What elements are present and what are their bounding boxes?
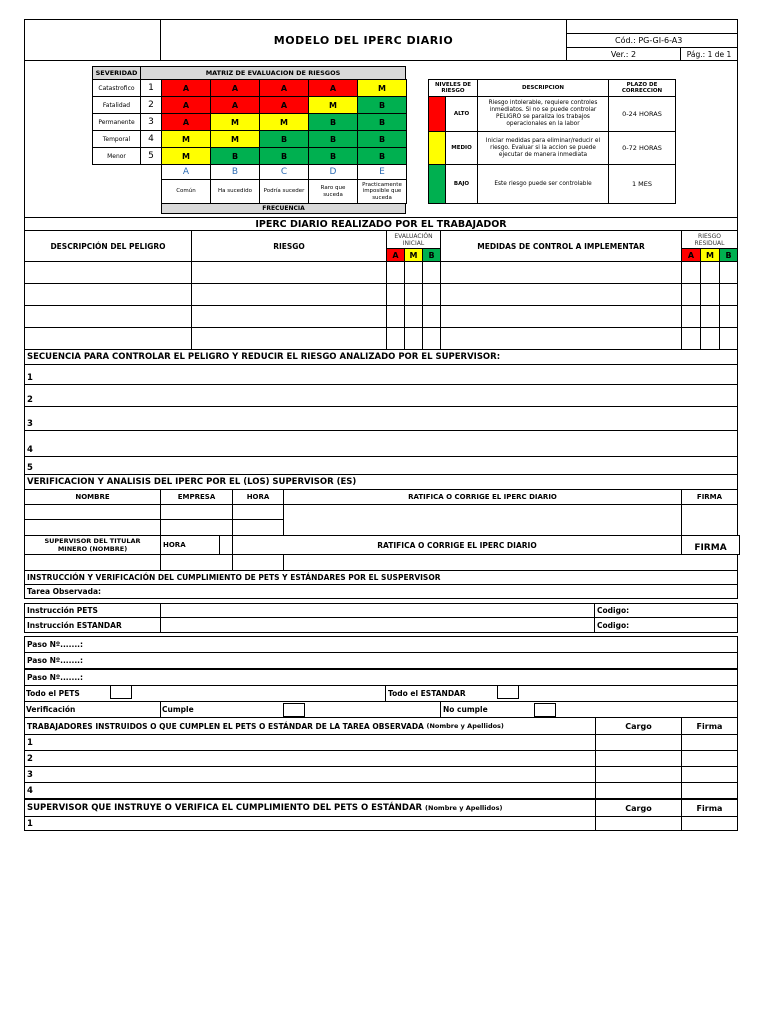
paso-item[interactable]: Paso Nº.......: <box>24 652 738 669</box>
iperc-cell-input[interactable] <box>700 261 720 284</box>
eval-a: A <box>386 248 405 262</box>
frequency-letter: D <box>308 164 358 180</box>
frequency-letter: E <box>357 164 407 180</box>
col-firma: FIRMA <box>681 489 738 505</box>
supervisor-row[interactable]: 1 <box>24 816 596 831</box>
iperc-cell-input[interactable] <box>24 283 192 306</box>
col-ratifica: RATIFICA O CORRIGE EL IPERC DIARIO <box>283 489 682 505</box>
risk-level-time: 1 MES <box>608 164 676 204</box>
severity-label: SEVERIDAD <box>92 66 141 80</box>
matrix-cell: B <box>210 147 260 165</box>
risk-level-time: 0-72 HORAS <box>608 131 676 165</box>
verif-empresa-input-2[interactable] <box>160 519 233 536</box>
residual-a: A <box>681 248 701 262</box>
supervisor-firma-header: Firma <box>681 799 738 817</box>
titular-empresa-input[interactable] <box>160 554 233 571</box>
secuencia-item[interactable]: 1 <box>24 364 738 385</box>
severity-number: 4 <box>140 130 162 148</box>
todo-pets-label: Todo el PETS <box>26 689 80 698</box>
severity-name: Menor <box>92 147 141 165</box>
paso-item[interactable]: Paso Nº.......: <box>24 636 738 653</box>
trabajador-row[interactable]: 1 <box>24 734 596 751</box>
iperc-cell-input[interactable] <box>700 305 720 328</box>
secuencia-item[interactable]: 2 <box>24 384 738 407</box>
titular-hora-label: HORA <box>160 535 220 555</box>
paso-item[interactable]: Paso Nº.......: <box>24 669 738 686</box>
todo-estandar-checkbox[interactable] <box>497 685 519 699</box>
header-blank-cell <box>566 19 738 34</box>
cumple-label: Cumple <box>162 705 194 714</box>
secuencia-item[interactable]: 5 <box>24 456 738 475</box>
severity-number: 5 <box>140 147 162 165</box>
verif-empresa-input-1[interactable] <box>160 504 233 520</box>
supervisor-cargo-header: Cargo <box>595 799 682 817</box>
todo-pets-checkbox[interactable] <box>110 685 132 699</box>
estandar-codigo-label: Codigo: <box>594 617 738 633</box>
iperc-cell-input[interactable] <box>719 261 738 284</box>
iperc-cell-input[interactable] <box>404 305 423 328</box>
iperc-cell-input[interactable] <box>681 261 701 284</box>
trabajadores-title <box>24 717 596 735</box>
trabajador-row[interactable]: 4 <box>24 782 596 799</box>
iperc-cell-input[interactable] <box>422 283 441 306</box>
iperc-cell-input[interactable] <box>719 327 738 350</box>
frequency-desc: Podría suceder <box>259 179 309 204</box>
iperc-cell-input[interactable] <box>440 283 682 306</box>
titular-ratifica-label: RATIFICA O CORRIGE EL IPERC DIARIO <box>232 535 682 555</box>
matrix-cell: B <box>308 113 358 131</box>
matrix-cell: B <box>259 130 309 148</box>
iperc-cell-input[interactable] <box>422 327 441 350</box>
frequency-letter: C <box>259 164 309 180</box>
eval-m: M <box>404 248 423 262</box>
trabajadores-cargo-header: Cargo <box>595 717 682 735</box>
matrix-title: MATRIZ DE EVALUACION DE RIESGOS <box>140 66 406 80</box>
page-title: MODELO DEL IPERC DIARIO <box>160 19 567 61</box>
matrix-cell: B <box>357 113 407 131</box>
iperc-cell-input[interactable] <box>700 327 720 350</box>
risk-level-desc: Riesgo intolerable, requiere controles inmediatos. Si no se puede controlar PELIGRO se paraliza los trabajos operacionales en la labor <box>477 96 609 132</box>
no-cumple-checkbox[interactable] <box>534 703 556 717</box>
col-riesgo-residual: RIESGO RESIDUAL <box>681 230 738 249</box>
risk-level-swatch <box>428 96 446 132</box>
iperc-cell-input[interactable] <box>191 283 387 306</box>
levels-header-level: NIVELES DE RIESGO <box>428 79 478 97</box>
iperc-cell-input[interactable] <box>404 261 423 284</box>
trabajador-firma-input[interactable] <box>681 782 738 799</box>
verif-firma-input-1[interactable] <box>681 504 738 536</box>
trabajador-firma-input[interactable] <box>681 766 738 783</box>
matrix-cell: M <box>210 130 260 148</box>
iperc-cell-input[interactable] <box>386 327 405 350</box>
iperc-cell-input[interactable] <box>700 283 720 306</box>
iperc-cell-input[interactable] <box>719 305 738 328</box>
titular-label: SUPERVISOR DEL TITULAR MINERO (NOMBRE) <box>24 535 161 555</box>
iperc-cell-input[interactable] <box>191 305 387 328</box>
verif-nombre-input-2[interactable] <box>24 519 161 536</box>
instruccion-title: INSTRUCCIÓN Y VERIFICACIÓN DEL CUMPLIMIENTO DE PETS Y ESTÁNDARES POR EL SUSPERVISOR <box>24 570 738 585</box>
verif-hora-input-2[interactable] <box>232 519 284 536</box>
severity-name: Temporal <box>92 130 141 148</box>
matrix-cell: B <box>357 130 407 148</box>
severity-name: Permanente <box>92 113 141 131</box>
residual-m: M <box>700 248 720 262</box>
iperc-cell-input[interactable] <box>422 305 441 328</box>
verificacion-title: VERIFICACION Y ANALISIS DEL IPERC POR EL (LOS) SUPERVISOR (ES) <box>24 474 738 490</box>
trabajador-firma-input[interactable] <box>681 750 738 767</box>
col-peligro: DESCRIPCIÓN DEL PELIGRO <box>24 230 192 262</box>
matrix-cell: A <box>308 79 358 97</box>
todo-estandar-label: Todo el ESTANDAR <box>385 685 738 702</box>
iperc-title: IPERC DIARIO REALIZADO POR EL TRABAJADOR <box>24 217 738 231</box>
levels-header-time: PLAZO DE CORRECCION <box>608 79 676 97</box>
verif-hora-input-1[interactable] <box>232 504 284 520</box>
matrix-cell: A <box>259 79 309 97</box>
titular-nombre-input[interactable] <box>24 554 161 571</box>
severity-name: Fatalidad <box>92 96 141 114</box>
iperc-cell-input[interactable] <box>404 283 423 306</box>
frequency-desc: Raro que suceda <box>308 179 358 204</box>
pets-codigo-label: Codigo: <box>594 603 738 618</box>
titular-ratifica-input[interactable] <box>283 554 738 571</box>
document-page: Pág.: 1 de 1 <box>680 47 738 61</box>
iperc-cell-input[interactable] <box>386 305 405 328</box>
titular-firma-label: FIRMA <box>681 535 740 555</box>
instruccion-pets-input[interactable] <box>160 603 595 618</box>
trabajador-row[interactable]: 2 <box>24 750 596 767</box>
col-riesgo: RIESGO <box>191 230 387 262</box>
iperc-cell-input[interactable] <box>386 283 405 306</box>
tarea-observada-label: Tarea Observada: <box>24 584 738 599</box>
col-eval-inicial: EVALUACIÓN INICIAL <box>386 230 441 249</box>
trabajadores-title-text: TRABAJADORES INSTRUIDOS O QUE CUMPLEN EL PETS O ESTÁNDAR DE LA TAREA OBSERVADA <box>27 721 424 731</box>
supervisor-title-small: (Nombre y Apellidos) <box>425 804 503 812</box>
residual-b: B <box>719 248 738 262</box>
secuencia-item[interactable]: 4 <box>24 430 738 457</box>
matrix-cell: M <box>161 130 211 148</box>
frequency-desc: Ha sucedido <box>210 179 260 204</box>
matrix-cell: M <box>161 147 211 165</box>
frequency-desc: Común <box>161 179 211 204</box>
document-code: Cód.: PG-GI-6-A3 <box>566 33 738 48</box>
risk-level-swatch <box>428 131 446 165</box>
frequency-label: FRECUENCIA <box>161 203 406 214</box>
matrix-cell: M <box>308 96 358 114</box>
trabajadores-title-small: (Nombre y Apellidos) <box>426 722 504 730</box>
matrix-cell: A <box>161 79 211 97</box>
risk-level-desc: Iniciar medidas para eliminar/reducir el riesgo. Evaluar si la accion se puede ejecutar de manera inmediata <box>477 131 609 165</box>
iperc-cell-input[interactable] <box>440 305 682 328</box>
iperc-cell-input[interactable] <box>24 327 192 350</box>
trabajador-firma-input[interactable] <box>681 734 738 751</box>
matrix-cell: A <box>259 96 309 114</box>
supervisor-firma-input[interactable] <box>681 816 738 831</box>
iperc-cell-input[interactable] <box>422 261 441 284</box>
col-medidas: MEDIDAS DE CONTROL A IMPLEMENTAR <box>440 230 682 262</box>
trabajador-cargo-input[interactable] <box>595 782 682 799</box>
iperc-cell-input[interactable] <box>24 305 192 328</box>
matrix-cell: M <box>210 113 260 131</box>
header-logo-box <box>24 19 161 61</box>
verif-ratifica-input-1[interactable] <box>283 504 682 536</box>
titular-hora-input-2[interactable] <box>232 554 284 571</box>
verif-nombre-input-1[interactable] <box>24 504 161 520</box>
secuencia-title: SECUENCIA PARA CONTROLAR EL PELIGRO Y REDUCIR EL RIESGO ANALIZADO POR EL SUPERVISOR: <box>24 349 738 365</box>
matrix-cell: M <box>259 113 309 131</box>
instruccion-estandar-label: Instrucción ESTANDAR <box>24 617 161 633</box>
trabajador-cargo-input[interactable] <box>595 734 682 751</box>
supervisor-title <box>24 799 596 817</box>
severity-number: 1 <box>140 79 162 97</box>
document-version: Ver.: 2 <box>566 47 681 61</box>
iperc-cell-input[interactable] <box>719 283 738 306</box>
matrix-cell: B <box>308 130 358 148</box>
risk-level-desc: Este riesgo puede ser controlable <box>477 164 609 204</box>
iperc-cell-input[interactable] <box>24 261 192 284</box>
risk-level-time: 0-24 HORAS <box>608 96 676 132</box>
trabajador-cargo-input[interactable] <box>595 750 682 767</box>
iperc-cell-input[interactable] <box>191 327 387 350</box>
risk-level-name: BAJO <box>445 164 478 204</box>
no-cumple-label: No cumple <box>440 702 520 717</box>
iperc-cell-input[interactable] <box>386 261 405 284</box>
iperc-cell-input[interactable] <box>191 261 387 284</box>
instruccion-pets-label: Instrucción PETS <box>24 603 161 618</box>
matrix-cell: A <box>161 96 211 114</box>
matrix-cell: A <box>161 113 211 131</box>
col-hora: HORA <box>232 489 284 505</box>
severity-name: Catastrofico <box>92 79 141 97</box>
frequency-letter: A <box>161 164 211 180</box>
iperc-cell-input[interactable] <box>440 261 682 284</box>
cumple-checkbox[interactable] <box>283 703 305 717</box>
severity-number: 3 <box>140 113 162 131</box>
iperc-cell-input[interactable] <box>404 327 423 350</box>
matrix-cell: A <box>210 96 260 114</box>
verificacion-label: Verificación <box>24 702 161 717</box>
levels-header-desc: DESCRIPCION <box>477 79 609 97</box>
titular-hora-input[interactable] <box>219 535 233 555</box>
matrix-cell: B <box>357 96 407 114</box>
risk-level-name: MEDIO <box>445 131 478 165</box>
matrix-cell: B <box>259 147 309 165</box>
risk-level-swatch <box>428 164 446 204</box>
matrix-cell: M <box>357 79 407 97</box>
trabajador-cargo-input[interactable] <box>595 766 682 783</box>
col-nombre: NOMBRE <box>24 489 161 505</box>
frequency-desc: Practicamente imposible que suceda <box>357 179 407 204</box>
iperc-cell-input[interactable] <box>681 283 701 306</box>
matrix-cell: B <box>357 147 407 165</box>
matrix-cell: B <box>308 147 358 165</box>
risk-level-name: ALTO <box>445 96 478 132</box>
secuencia-item[interactable]: 3 <box>24 406 738 431</box>
trabajadores-firma-header: Firma <box>681 717 738 735</box>
trabajador-row[interactable]: 3 <box>24 766 596 783</box>
instruccion-estandar-input[interactable] <box>160 617 595 633</box>
iperc-cell-input[interactable] <box>440 327 682 350</box>
severity-number: 2 <box>140 96 162 114</box>
supervisor-cargo-input[interactable] <box>595 816 682 831</box>
col-empresa: EMPRESA <box>160 489 233 505</box>
matrix-cell: A <box>210 79 260 97</box>
iperc-cell-input[interactable] <box>681 305 701 328</box>
eval-b: B <box>422 248 441 262</box>
iperc-cell-input[interactable] <box>681 327 701 350</box>
supervisor-title-text: SUPERVISOR QUE INSTRUYE O VERIFICA EL CUMPLIMIENTO DEL PETS O ESTÁNDAR <box>27 803 423 813</box>
frequency-letter: B <box>210 164 260 180</box>
